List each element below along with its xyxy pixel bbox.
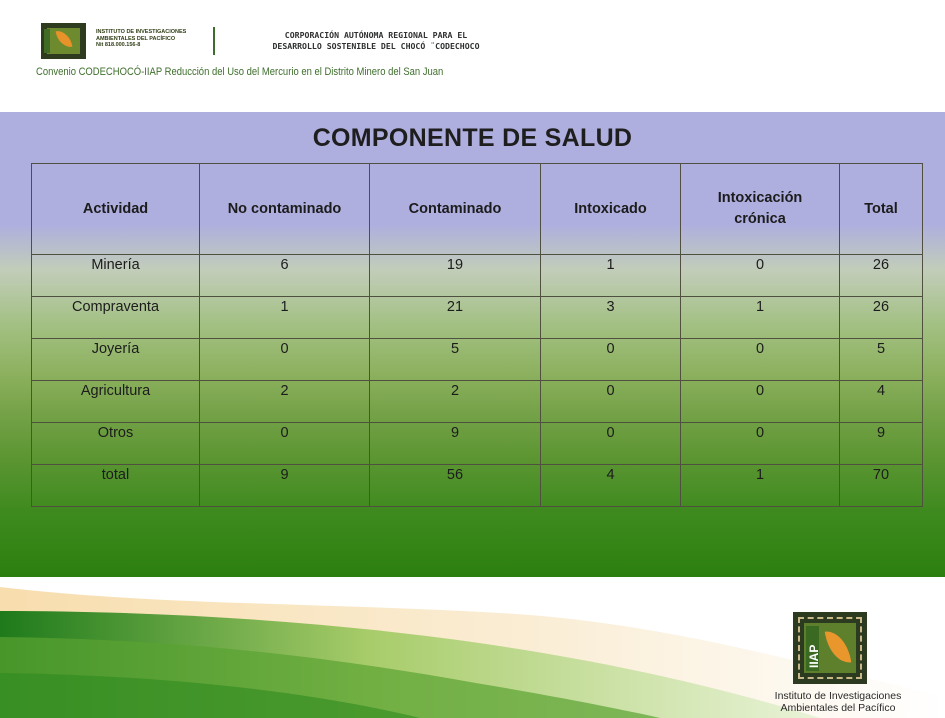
table-cell: 0 [681,381,840,423]
column-header: Total [840,164,923,255]
table-cell: 70 [840,465,923,507]
table-cell: 4 [541,465,681,507]
table-cell: 19 [370,255,541,297]
institute-name-line-1: Instituto de Investigaciones [774,690,902,702]
table-cell: Agricultura [32,381,200,423]
column-header: No contaminado [200,164,370,255]
table-cell: 0 [200,339,370,381]
table-header-row [32,164,923,255]
slide-header [0,0,945,112]
table-cell: 5 [840,339,923,381]
corporation-line-2: DESARROLLO SOSTENIBLE DEL CHOCÓ ¨CODECHOCO [272,41,480,51]
table-cell: 56 [370,465,541,507]
column-header: Contaminado [370,164,541,255]
corporation-title [226,30,526,52]
convenio-subtitle: Convenio CODECHOCÓ-IIAP Reducción del Uso del Mercurio en el Distrito Minero del San Juan [36,66,444,78]
institute-text [96,29,206,49]
table-cell: 0 [681,255,840,297]
table-cell: 26 [840,255,923,297]
iiap-logo [41,23,86,59]
table-cell: 1 [541,255,681,297]
table-cell: 21 [370,297,541,339]
table-cell: 1 [681,297,840,339]
table-cell: 0 [200,423,370,465]
table-cell: 3 [541,297,681,339]
table-cell: Compraventa [32,297,200,339]
table-cell: 1 [681,465,840,507]
header-divider [213,27,215,55]
table-cell: 0 [681,339,840,381]
column-header: Actividad [32,164,200,255]
institute-nit: Nit 818.000.156-8 [96,42,141,48]
table-cell: 9 [370,423,541,465]
table-cell: 0 [541,423,681,465]
table-cell: 5 [370,339,541,381]
table-cell: Otros [32,423,200,465]
column-header: Intoxicación crónica [681,164,840,255]
institute-name-line-2: Ambientales del Pacífico [780,702,896,714]
table-cell: total [32,465,200,507]
table-row [32,423,923,465]
table-row [32,297,923,339]
logo-bar [44,29,50,53]
panel-title: COMPONENTE DE SALUD [312,124,633,152]
institute-line: INSTITUTO DE INVESTIGACIONES [96,29,187,35]
table-cell: 1 [200,297,370,339]
corporation-line-1: CORPORACIÓN AUTÓNOMA REGIONAL PARA EL [284,30,468,40]
table-row-total [32,465,923,507]
table-cell: 9 [840,423,923,465]
table-cell: 9 [200,465,370,507]
table-cell: 0 [541,381,681,423]
table-cell: Minería [32,255,200,297]
institute-line: AMBIENTALES DEL PACÍFICO [96,35,176,42]
table-cell: Joyería [32,339,200,381]
iiap-logo-large [793,612,867,684]
table-cell: 6 [200,255,370,297]
table-cell: 4 [840,381,923,423]
health-table [31,163,923,507]
table-cell: 0 [681,423,840,465]
table-cell: 2 [370,381,541,423]
table-row [32,255,923,297]
table-cell: 2 [200,381,370,423]
logo-text: IIAP [807,644,821,668]
table-row [32,381,923,423]
table-cell: 0 [541,339,681,381]
table-cell: 26 [840,297,923,339]
institute-name [768,690,908,714]
table-row [32,339,923,381]
column-header: Intoxicado [541,164,681,255]
